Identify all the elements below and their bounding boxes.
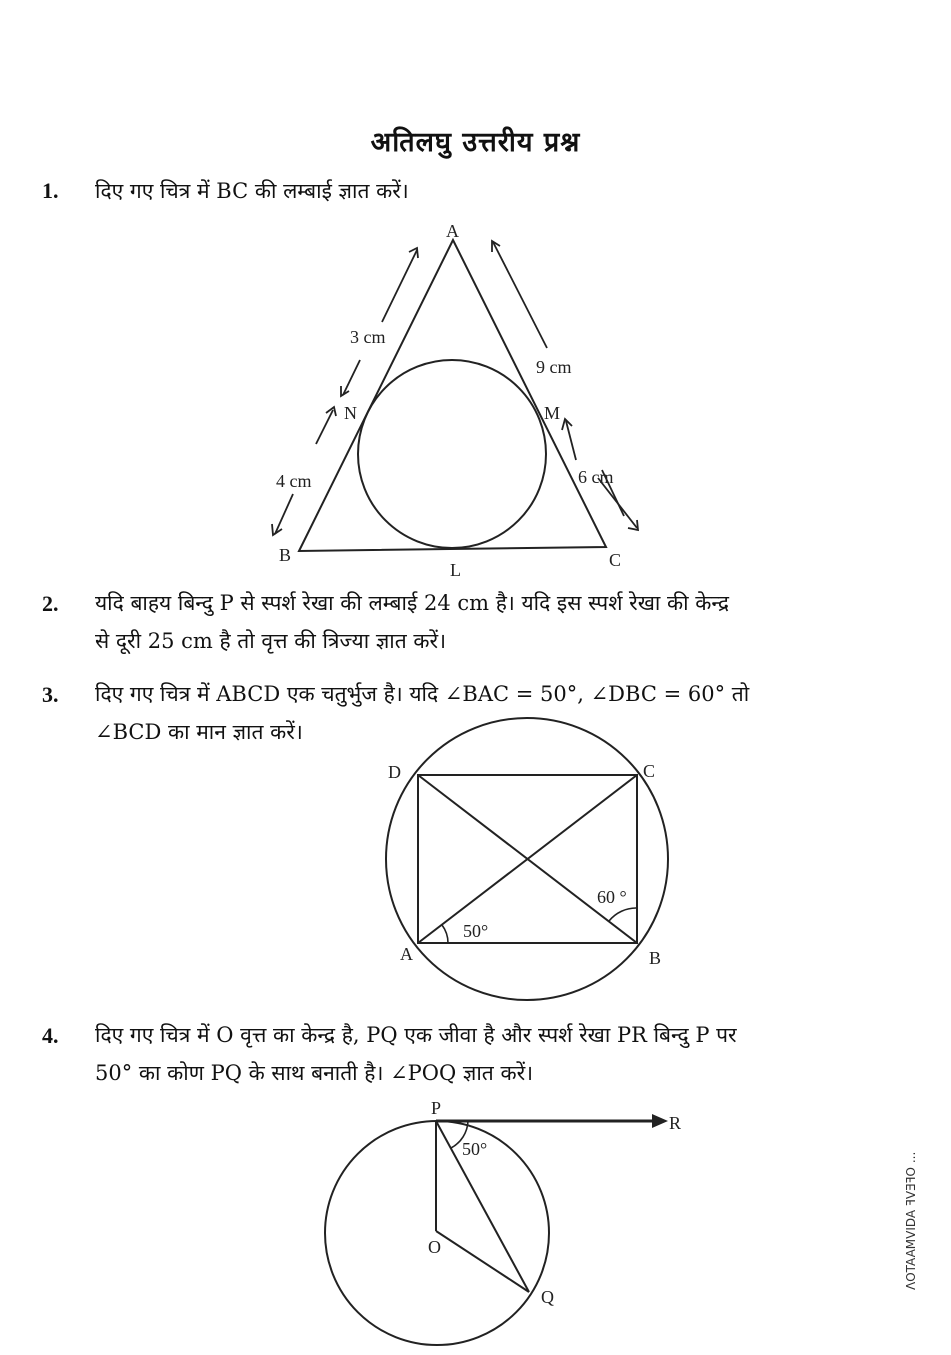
length-am: 9 cm: [536, 357, 572, 377]
label-a: A: [446, 221, 459, 241]
length-mc: 6 cm: [578, 467, 614, 487]
length-nb: 4 cm: [276, 471, 312, 491]
label-q: Q: [541, 1287, 554, 1307]
label-p: P: [431, 1098, 442, 1118]
label-b: B: [649, 948, 662, 968]
section-heading: अतिलघु उत्तरीय प्रश्न: [370, 127, 581, 158]
question-1-line-1: दिए गए चित्र में BC की लम्बाई ज्ञात करें।: [95, 179, 409, 203]
label-c: C: [609, 550, 622, 570]
label-c: C: [643, 761, 656, 781]
question-4-line-1: दिए गए चित्र में O वृत्त का केन्द्र है, PQ एक जीवा है और स्पर्श रेखा PR बिन्दु P पर: [95, 1023, 737, 1047]
side-watermark: ɅOTAAMVIDA ꟻVƎꟻO ...: [904, 1151, 918, 1290]
label-n: N: [344, 403, 357, 423]
question-3-line-2: ∠BCD का मान ज्ञात करें।: [95, 720, 303, 744]
label-r: R: [669, 1113, 682, 1133]
question-2-line-1: यदि बाहय बिन्दु P से स्पर्श रेखा की लम्बाई 24 cm है। यदि इस स्पर्श रेखा की केन्द्र: [95, 591, 730, 615]
question-4-number: 4.: [42, 1023, 59, 1048]
question-3-number: 3.: [42, 682, 59, 707]
question-1-number: 1.: [42, 178, 59, 203]
angle-label-a: 50°: [463, 921, 489, 941]
label-b: B: [279, 545, 292, 565]
angle-label-p: 50°: [462, 1139, 488, 1159]
question-4-line-2: 50° का कोण PQ के साथ बनाती है। ∠POQ ज्ञात करें।: [95, 1061, 534, 1085]
label-o: O: [428, 1237, 441, 1257]
length-an: 3 cm: [350, 327, 386, 347]
label-l: L: [450, 560, 461, 580]
radius-oq: [436, 1231, 529, 1292]
label-d: D: [388, 762, 401, 782]
tangent-arrowhead: [652, 1114, 668, 1128]
label-m: M: [544, 403, 561, 423]
angle-label-b: 60 °: [597, 887, 627, 907]
question-3-line-1: दिए गए चित्र में ABCD एक चतुर्भुज है। यदि ∠BAC = 50°, ∠DBC = 60° तो: [95, 682, 750, 706]
question-2-line-2: से दूरी 25 cm है तो वृत्त की त्रिज्या ज्ञात करें।: [95, 629, 447, 653]
label-a: A: [400, 944, 413, 964]
question-2-number: 2.: [42, 591, 59, 616]
